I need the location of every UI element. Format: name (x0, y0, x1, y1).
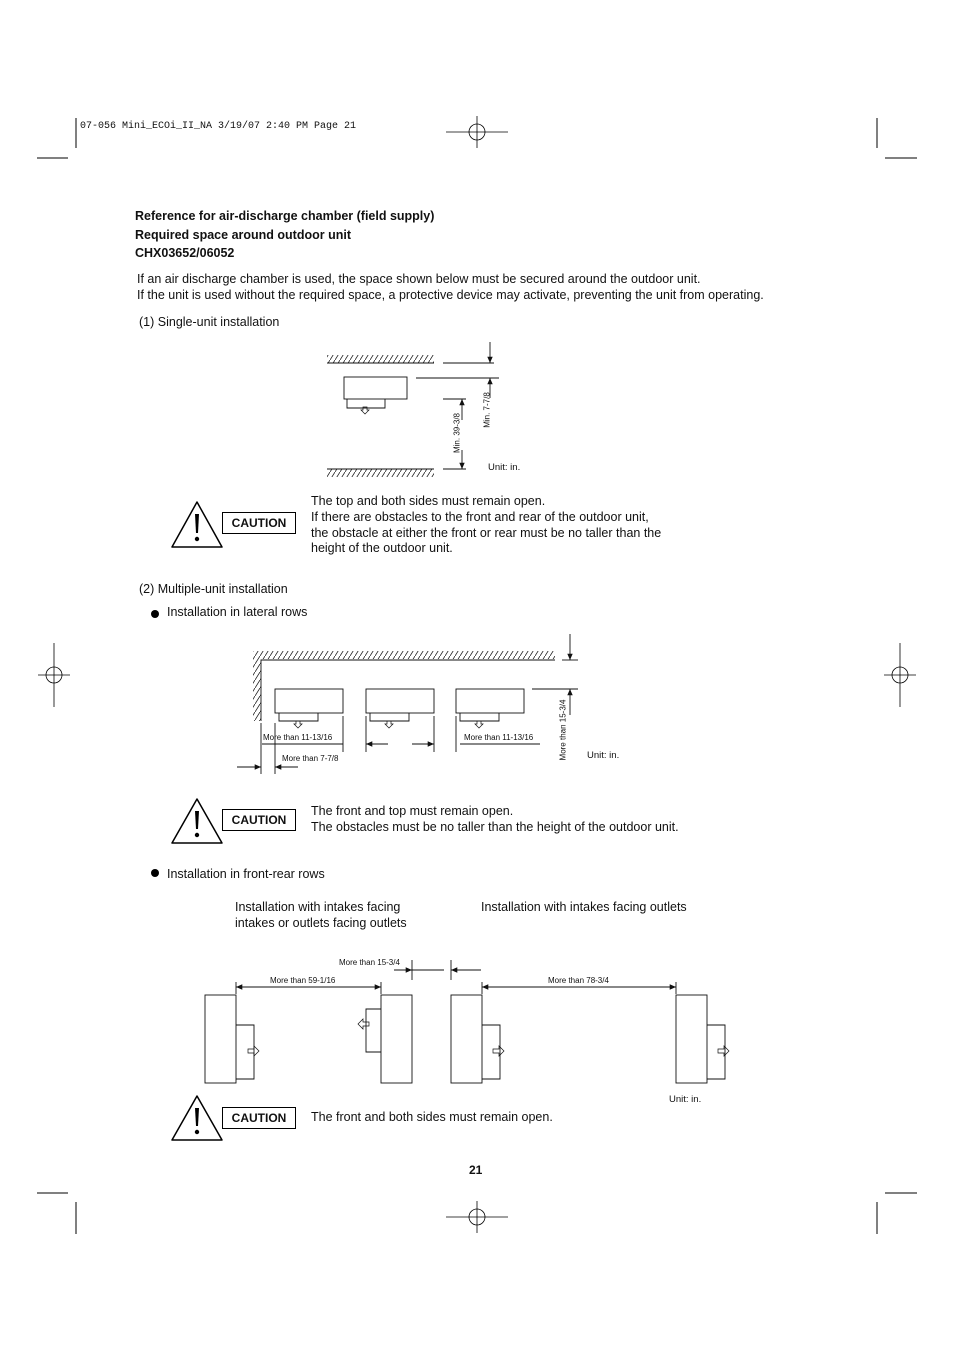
lateral-rows-diagram (237, 634, 578, 774)
page-number: 21 (469, 1163, 483, 1177)
caution-label-2: CAUTION (222, 809, 296, 831)
dim-min-7-7-8: Min. 7-7/8 (482, 392, 492, 428)
single-unit-diagram (327, 342, 499, 477)
dim-front-rear-mid: More than 15-3/4 (339, 958, 400, 967)
caution-triangle-icon-3 (172, 1096, 222, 1140)
caution-triangle-icon-2 (172, 799, 222, 843)
unit-label-2: Unit: in. (587, 750, 620, 761)
intro-line-1: If an air discharge chamber is used, the space shown below must be secured around the outdoor unit. (137, 272, 701, 286)
caption-left-line-1: Installation with intakes facing (235, 900, 401, 914)
caution-label-1: CAUTION (222, 512, 296, 534)
dim-lateral-gap-right: More than 11-13/16 (464, 733, 534, 742)
print-slug: 07-056 Mini_ECOi_II_NA 3/19/07 2:40 PM Page 21 (80, 121, 357, 132)
unit-label-3: Unit: in. (669, 1094, 702, 1105)
registration-mark-left (38, 643, 70, 707)
heading-model: CHX03652/06052 (135, 246, 235, 260)
caution1-line-1: The top and both sides must remain open. (311, 494, 546, 508)
caption-left-line-2: intakes or outlets facing outlets (235, 916, 407, 930)
dim-min-39-3-8: Min. 39-3/8 (452, 412, 462, 454)
caution-label-3: CAUTION (222, 1107, 296, 1129)
caution1-line-4: height of the outdoor unit. (311, 541, 453, 555)
section2-title: (2) Multiple-unit installation (139, 582, 288, 596)
dim-front-rear-left: More than 59-1/16 (270, 976, 336, 985)
caution1-line-3: the obstacle at either the front or rear must be no taller than the (311, 526, 662, 540)
heading-required-space: Required space around outdoor unit (135, 228, 351, 242)
caption-right: Installation with intakes facing outlets (481, 900, 687, 914)
caution2-line-2: The obstacles must be no taller than the height of the outdoor unit. (311, 820, 679, 834)
heading-reference: Reference for air-discharge chamber (field supply) (135, 209, 435, 223)
unit-label-1: Unit: in. (488, 462, 521, 473)
caution-triangle-icon-1 (172, 502, 222, 547)
bullet-lateral (151, 610, 159, 618)
intro-line-2: If the unit is used without the required space, a protective device may activate, preventing the unit from operating. (137, 288, 764, 302)
caution3-line-1: The front and both sides must remain open. (311, 1110, 553, 1124)
section1-title: (1) Single-unit installation (139, 315, 280, 329)
registration-mark-top (446, 116, 508, 148)
registration-mark-right (884, 643, 916, 707)
lateral-bullet-text: Installation in lateral rows (167, 605, 308, 619)
dim-lateral-front: More than 15-3/4 (558, 699, 568, 761)
dim-lateral-gap-left: More than 11-13/16 (263, 733, 333, 742)
caution2-line-1: The front and top must remain open. (311, 804, 514, 818)
bullet-front-rear (151, 869, 159, 877)
front-rear-bullet-text: Installation in front-rear rows (167, 867, 325, 881)
dim-front-rear-right: More than 78-3/4 (548, 976, 609, 985)
dim-lateral-side: More than 7-7/8 (282, 754, 339, 763)
caution1-line-2: If there are obstacles to the front and rear of the outdoor unit, (311, 510, 649, 524)
registration-mark-bottom (446, 1201, 508, 1233)
